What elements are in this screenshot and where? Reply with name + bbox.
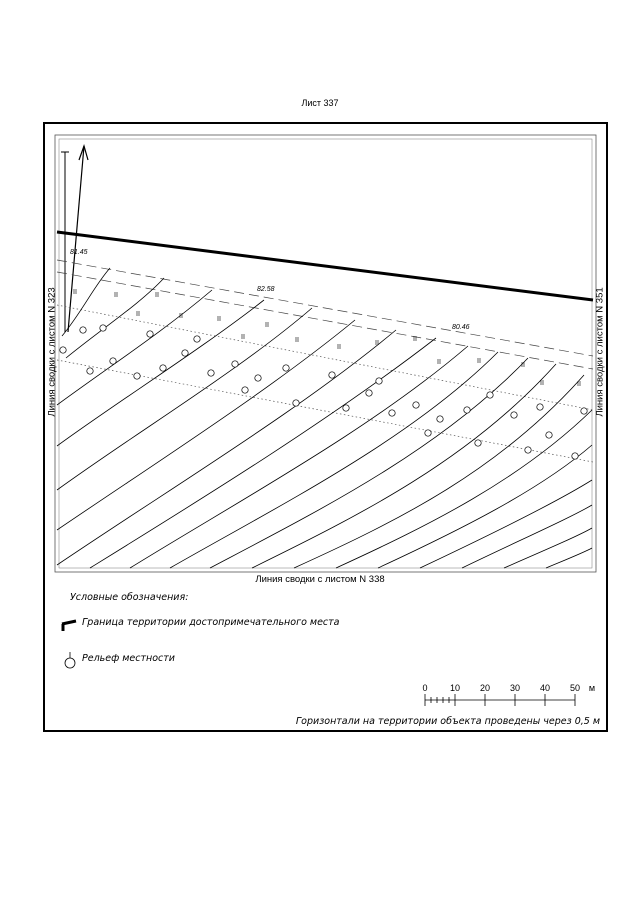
legend-relief-text: Рельеф местности <box>82 653 175 664</box>
left-junction-label: Линия сводки с листом N 323 <box>46 287 58 417</box>
contour-note: Горизонтали на территории объекта проведены через 0,5 м <box>295 716 600 727</box>
boundary-line <box>57 232 593 300</box>
scale-tick-label: 10 <box>449 683 461 693</box>
boundary-legend-icon <box>62 621 76 631</box>
dashed-line-1 <box>57 260 593 356</box>
legend-heading: Условные обозначения: <box>70 592 189 603</box>
scale-tick-label: 0 <box>422 683 428 693</box>
scale-tick-label: 20 <box>479 683 491 693</box>
dashed-line-2 <box>57 272 593 369</box>
elevation-mark: 81.45 <box>70 249 88 256</box>
elevation-mark: 80.46 <box>452 324 470 331</box>
legend-boundary-text: Граница территории достопримечательного места <box>82 617 340 628</box>
sheet-title: Лист 337 <box>301 98 339 108</box>
relief-legend-icon <box>65 652 75 668</box>
scale-bar <box>425 694 575 706</box>
inner-frame-inner <box>59 139 592 568</box>
elevation-mark: 82.58 <box>257 286 275 293</box>
bottom-junction-label: Линия сводки с листом N 338 <box>255 574 385 585</box>
right-junction-label: Линия сводки с листом N 351 <box>594 287 606 417</box>
scale-tick-label: 40 <box>539 683 551 693</box>
north-arrow-icon <box>61 146 88 332</box>
scale-tick-label: 50 <box>569 683 581 693</box>
scale-unit: м <box>588 683 596 693</box>
scale-tick-label: 30 <box>509 683 521 693</box>
